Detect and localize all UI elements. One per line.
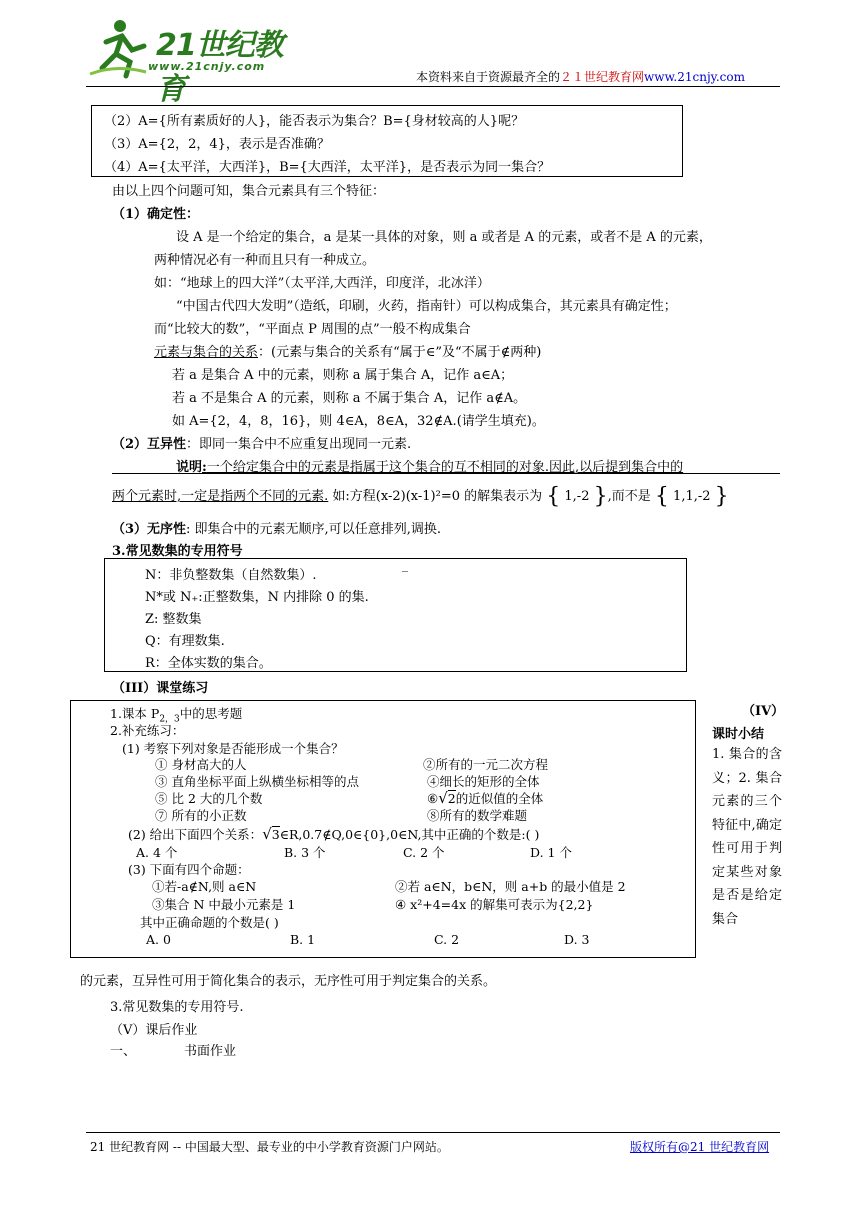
footer-copyright-link[interactable]: 版权所有@21 世纪教育网 — [630, 1140, 770, 1154]
distinct-line: （2）互异性：即同一集合中不应重复出现同一元素. — [112, 437, 412, 452]
choice: A. 4 个 — [136, 845, 178, 860]
para-line: 若 a 是集合 A 中的元素，则称 a 属于集合 A，记作 a∈A； — [172, 368, 514, 383]
logo-text: 21世纪教育 — [156, 28, 283, 107]
practice-line: (1) 考察下列对象是否能形成一个集合？ — [122, 741, 344, 756]
para-line: 若 a 不是集合 A 的元素，则称 a 不属于集合 A，记作 a∉A。 — [172, 391, 527, 406]
practice-line: 其中正确命题的个数是( ) — [140, 915, 279, 930]
option: ③集合 N 中最小元素是 1 — [152, 897, 296, 912]
footer-left: 21 世纪教育网 -- 中国最大型、最专业的中小学教育资源门户网站。 — [90, 1140, 449, 1154]
intro-text: 由以上四个问题可知，集合元素具有三个特征： — [112, 184, 386, 199]
note-line: 说明:一个给定集合中的元素是指属于这个集合的互不相同的对象.因此,以后提到集合中的 — [176, 460, 684, 475]
summary-item: 3.常见数集的专用符号. — [110, 1000, 244, 1015]
underline-rule — [112, 473, 780, 474]
practice-line: (3) 下面有四个命题： — [128, 862, 250, 877]
symbol-item: Q：有理数集. — [145, 634, 225, 649]
summary-title: （IV） — [742, 704, 785, 719]
homework-title: （V）课后作业 — [110, 1023, 198, 1038]
symbol-item: N*或 N₊:正整数集，N 内排除 0 的集. — [145, 590, 369, 605]
relation-line: 元素与集合的关系：(元素与集合的关系有“属于∈”及“不属于∉两种) — [154, 345, 542, 360]
summary-title: 课时小结 — [712, 727, 765, 742]
running-man-icon — [86, 16, 156, 80]
choice: B. 1 — [290, 932, 316, 947]
symbol-item: N：非负整数集（自然数集）. — [145, 568, 317, 583]
box1-line: （3）A={2，2，4}，表示是否准确？ — [104, 137, 330, 152]
box1-line: （2）A={所有素质好的人}，能否表示为集合？B={身材较高的人}呢？ — [104, 114, 525, 129]
para-line: 如 A={2，4，8，16}，则 4∈A，8∈A，32∉A.(请学生填充)。 — [172, 414, 545, 429]
choice: B. 3 个 — [284, 845, 326, 860]
box1-line: （4）A={太平洋，大西洋}，B={大西洋，太平洋}，是否表示为同一集合？ — [104, 160, 551, 175]
option: ⑤ 比 2 大的几个数 — [155, 791, 263, 806]
para-line: 设 A 是一个给定的集合，a 是某一具体的对象，则 a 或者是 A 的元素，或者不是 A 的元素， — [176, 230, 712, 245]
site-logo — [86, 16, 286, 107]
symbol-item: Z: 整数集 — [145, 612, 202, 627]
para-line: 两种情况必有一种而且只有一种成立。 — [154, 253, 376, 268]
dash-mark: _ — [402, 558, 408, 572]
choice: C. 2 个 — [403, 845, 445, 860]
practice-line: (2) 给出下面四个关系：√3∈R,0.7∉Q,0∈{0},0∈N,其中正确的个数是:( ) — [128, 825, 540, 843]
option: ⑧所有的数学难题 — [427, 808, 528, 823]
footer-rule — [86, 1132, 780, 1133]
summary-cont: 的元素，互异性可用于简化集合的表示，无序性可用于判定集合的关系。 — [80, 974, 497, 989]
choice: A. 0 — [146, 932, 171, 947]
symbol-item: R：全体实数的集合。 — [145, 656, 272, 671]
header-source: 本资料来自于资源最齐全的２１世纪教育网www.21cnjy.com — [416, 70, 745, 84]
para-line: “中国古代四大发明”（造纸，印刷，火药，指南针）可以构成集合，其元素具有确定性； — [176, 299, 677, 314]
option: ③ 直角坐标平面上纵横坐标相等的点 — [155, 774, 359, 789]
summary-text: 1. 集合的含义；2. 集合元素的三个特征中,确定性可用于判定某些对象是否是给定集合 — [712, 747, 782, 927]
option: ① 身材高大的人 — [155, 757, 247, 772]
unordered-line: （3）无序性: 即集合中的元素无顺序,可以任意排列,调换. — [112, 522, 441, 537]
choice: D. 3 — [564, 932, 590, 947]
practice-line: 2.补充练习： — [110, 723, 185, 738]
option: ②所有的一元二次方程 — [423, 757, 549, 772]
section-title: （1）确定性： — [112, 207, 200, 222]
logo-url: www.21cnjy.com — [148, 60, 266, 73]
option: ④细长的矩形的全体 — [427, 774, 540, 789]
section-title: 3.常见数集的专用符号 — [112, 544, 243, 559]
homework-item: 书面作业 — [184, 1044, 237, 1059]
para-line: 而“比较大的数”，“平面点 P 周围的点”一般不构成集合 — [154, 322, 471, 337]
option: ④ x²+4=4x 的解集可表示为{2,2} — [395, 897, 594, 912]
para-line: 如：“地球上的四大洋”（太平洋,大西洋，印度洋，北冰洋） — [154, 276, 490, 291]
choice: C. 2 — [434, 932, 460, 947]
homework-item-no: 一、 — [110, 1044, 137, 1059]
section-title: （III）课堂练习 — [112, 681, 209, 696]
option: ⑥√2的近似值的全体 — [427, 789, 544, 807]
option: ①若-a∉N,则 a∈N — [152, 879, 257, 894]
option: ②若 a∈N，b∈N，则 a+b 的最小值是 2 — [395, 879, 626, 894]
note-line-2: 两个元素时,一定是指两个不同的元素. 如:方程(x-2)(x-1)²=0 的解集表示为 { 1,-2 },而不是 { 1,1,-2 } — [112, 484, 729, 509]
option: ⑦ 所有的小正数 — [155, 808, 247, 823]
header-rule — [86, 86, 780, 87]
practice-line: 1.课本 $P_{2,3}$中的思考题 — [110, 706, 243, 725]
choice: D. 1 个 — [530, 845, 572, 860]
